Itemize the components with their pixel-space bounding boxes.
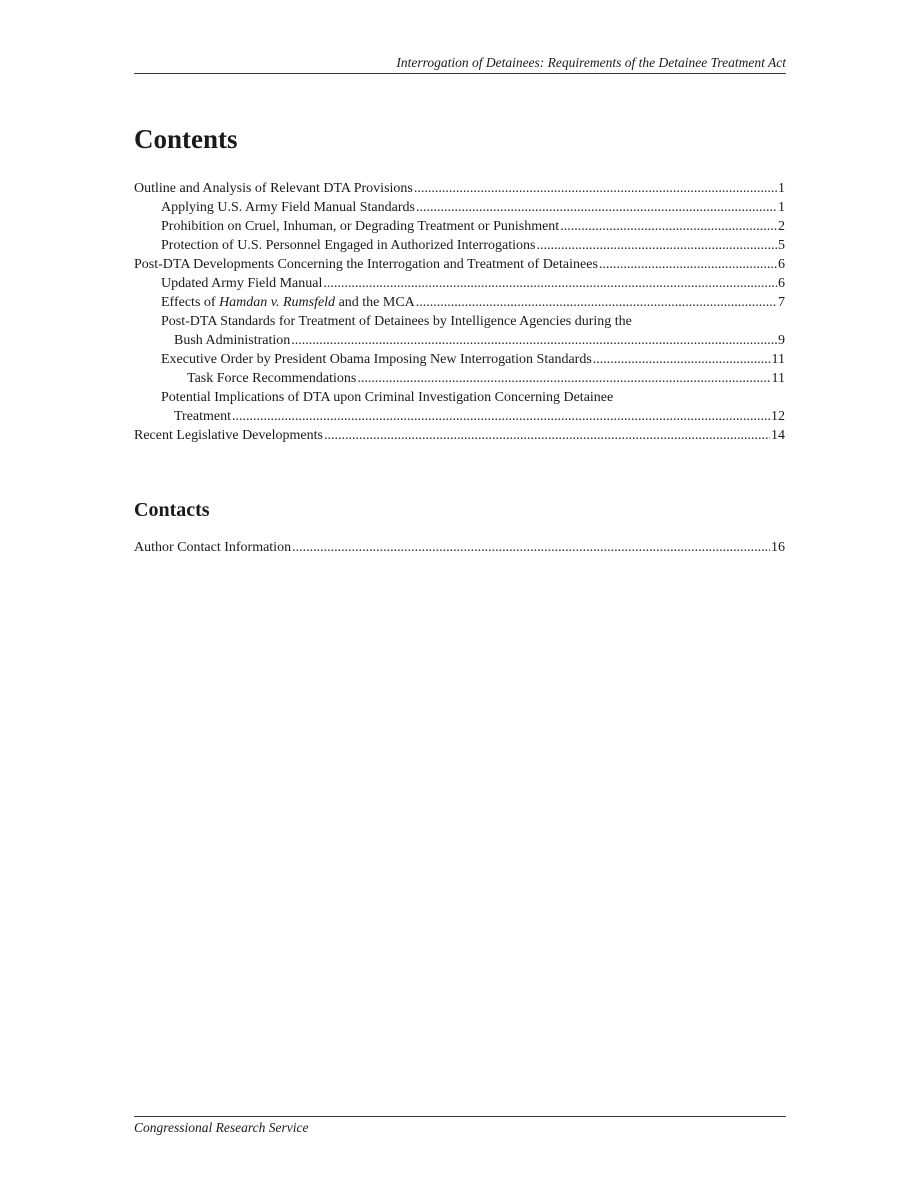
dot-leader bbox=[593, 350, 771, 369]
toc-entry-title-line2: Treatment bbox=[174, 409, 232, 424]
case-name-italic: Hamdan v. Rumsfeld bbox=[219, 295, 336, 310]
table-of-contents bbox=[134, 179, 785, 445]
toc-entry-title: Outline and Analysis of Relevant DTA Provisions bbox=[134, 181, 413, 196]
toc-entry-page: 11 bbox=[771, 352, 785, 367]
dot-leader bbox=[414, 179, 777, 198]
toc-entry-page: 9 bbox=[778, 333, 785, 348]
toc-entry-page: 11 bbox=[771, 371, 785, 386]
dot-leader bbox=[416, 293, 777, 312]
dot-leader bbox=[324, 426, 770, 445]
toc-entry-title: Executive Order by President Obama Imposing New Interrogation Standards bbox=[161, 352, 592, 367]
toc-entry[interactable] bbox=[134, 236, 785, 255]
toc-entry-page: 1 bbox=[778, 181, 785, 196]
contacts-list bbox=[134, 538, 785, 557]
contacts-entry-page: 16 bbox=[771, 540, 785, 555]
toc-entry[interactable] bbox=[134, 388, 785, 426]
toc-entry-page: 7 bbox=[778, 295, 785, 310]
running-footer: Congressional Research Service bbox=[134, 1120, 309, 1135]
dot-leader bbox=[291, 331, 777, 350]
toc-entry[interactable] bbox=[134, 293, 785, 312]
dot-leader bbox=[536, 236, 777, 255]
toc-entry-title: Prohibition on Cruel, Inhuman, or Degrading Treatment or Punishment bbox=[161, 219, 560, 234]
toc-entry-title-line1: Post-DTA Standards for Treatment of Detainees by Intelligence Agencies during the bbox=[161, 314, 632, 329]
dot-leader bbox=[357, 369, 770, 388]
toc-entry[interactable] bbox=[134, 274, 785, 293]
dot-leader bbox=[323, 274, 777, 293]
toc-entry-title-prefix: Effects of bbox=[161, 295, 220, 310]
toc-entry[interactable] bbox=[134, 369, 785, 388]
toc-entry-page: 5 bbox=[778, 238, 785, 253]
toc-entry[interactable] bbox=[134, 255, 785, 274]
toc-entry-title-suffix: and the MCA bbox=[335, 295, 415, 310]
contacts-entry[interactable] bbox=[134, 538, 785, 557]
footer-rule bbox=[134, 1116, 786, 1117]
toc-entry[interactable] bbox=[134, 198, 785, 217]
dot-leader bbox=[599, 255, 777, 274]
toc-entry-page: 12 bbox=[771, 409, 785, 424]
toc-entry-title: Recent Legislative Developments bbox=[134, 428, 323, 443]
dot-leader bbox=[232, 407, 770, 426]
toc-entry-page: 6 bbox=[778, 276, 785, 291]
toc-entry[interactable] bbox=[134, 217, 785, 236]
toc-entry[interactable] bbox=[134, 312, 785, 350]
toc-entry-title: Updated Army Field Manual bbox=[161, 276, 323, 291]
contacts-heading: Contacts bbox=[134, 499, 210, 521]
toc-entry-page: 6 bbox=[778, 257, 785, 272]
toc-entry-title: Task Force Recommendations bbox=[187, 371, 357, 386]
dot-leader bbox=[416, 198, 777, 217]
header-rule bbox=[134, 73, 786, 74]
toc-entry-title-line1: Potential Implications of DTA upon Criminal Investigation Concerning Detainee bbox=[161, 390, 614, 405]
toc-entry[interactable] bbox=[134, 350, 785, 369]
toc-entry-title-line2: Bush Administration bbox=[174, 333, 291, 348]
dot-leader bbox=[560, 217, 777, 236]
toc-entry-title: Post-DTA Developments Concerning the Interrogation and Treatment of Detainees bbox=[134, 257, 598, 272]
dot-leader bbox=[292, 538, 770, 557]
toc-entry-title bbox=[161, 293, 415, 312]
contents-heading: Contents bbox=[134, 124, 238, 154]
toc-entry-page: 2 bbox=[778, 219, 785, 234]
toc-entry-page: 1 bbox=[778, 200, 785, 215]
running-header: Interrogation of Detainees: Requirements of the Detainee Treatment Act bbox=[396, 55, 786, 70]
contacts-entry-title: Author Contact Information bbox=[134, 540, 292, 555]
toc-entry-title: Protection of U.S. Personnel Engaged in Authorized Interrogations bbox=[161, 238, 536, 253]
toc-entry-page: 14 bbox=[771, 428, 785, 443]
toc-entry[interactable] bbox=[134, 179, 785, 198]
toc-entry-title: Applying U.S. Army Field Manual Standards bbox=[161, 200, 415, 215]
toc-entry[interactable] bbox=[134, 426, 785, 445]
